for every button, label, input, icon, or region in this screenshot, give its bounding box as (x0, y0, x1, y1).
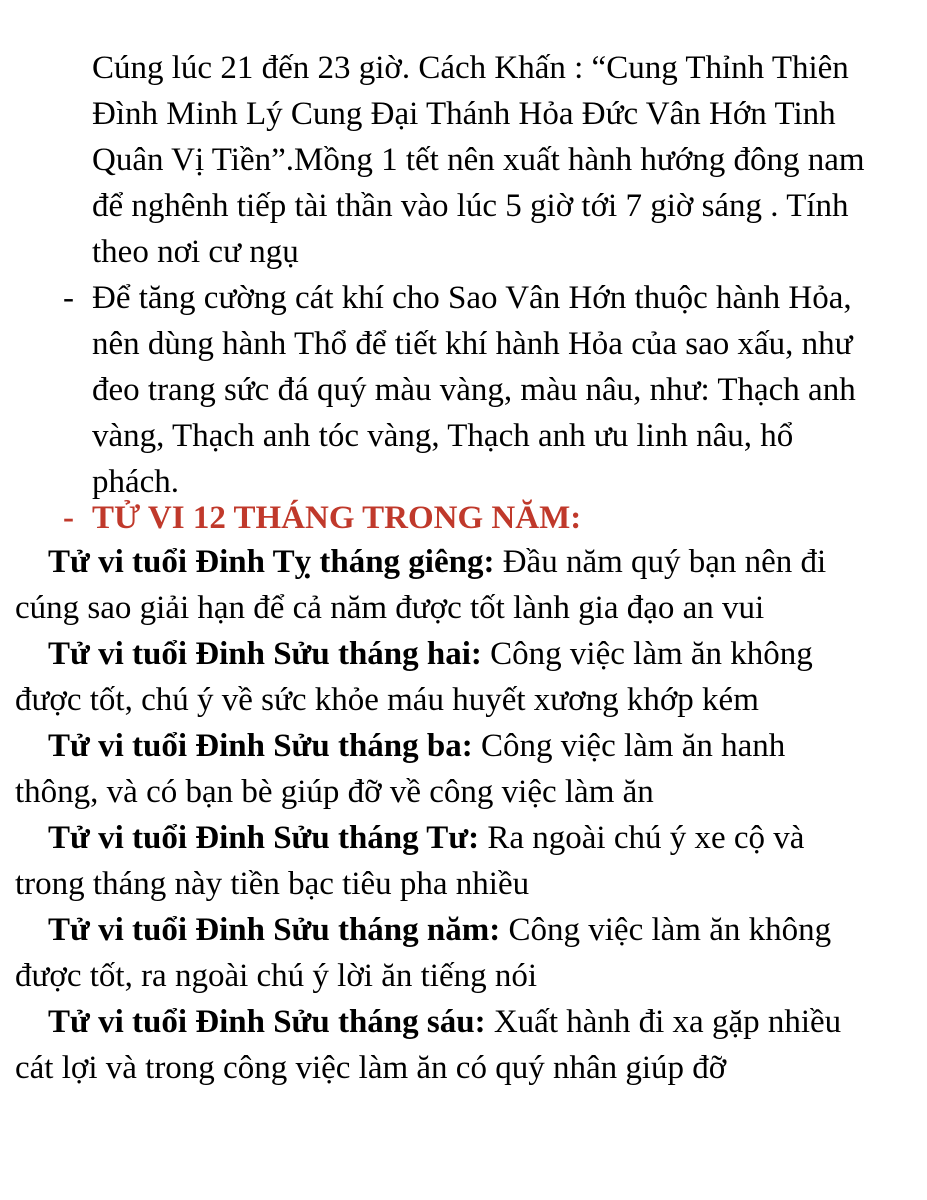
bullet-line-2: nên dùng hành Thổ để tiết khí hành Hỏa của sao xấu, như (92, 326, 853, 362)
month-label: Tử vi tuổi Đinh Sửu tháng hai: (48, 636, 482, 672)
heading-dash: - (63, 500, 74, 536)
month-entry-3-cont: thông, và có bạn bè giúp đỡ về công việc làm ăn (15, 774, 654, 810)
month-entry-1-cont: cúng sao giải hạn để cả năm được tốt lành gia đạo an vui (15, 590, 765, 626)
month-entry-6-cont: cát lợi và trong công việc làm ăn có quý nhân giúp đỡ (15, 1050, 727, 1086)
month-entry-2 (48, 631, 813, 677)
intro-line-3: Quân Vị Tiền”.Mồng 1 tết nên xuất hành hướng đông nam (92, 142, 865, 178)
bullet-line-1: Để tăng cường cát khí cho Sao Vân Hớn thuộc hành Hỏa, (92, 280, 852, 316)
month-label: Tử vi tuổi Đinh Sửu tháng ba: (48, 728, 473, 764)
month-label: Tử vi tuổi Đinh Sửu tháng Tư: (48, 820, 480, 856)
month-text: Xuất hành đi xa gặp nhiều (485, 1004, 842, 1040)
month-label: Tử vi tuổi Đinh Tỵ tháng giêng: (48, 544, 495, 580)
month-text: Công việc làm ăn không (481, 636, 813, 672)
month-entry-5-cont: được tốt, ra ngoài chú ý lời ăn tiếng nói (15, 958, 538, 994)
month-text: Đầu năm quý bạn nên đi (494, 544, 827, 580)
month-text: Công việc làm ăn không (500, 912, 832, 948)
month-entry-6 (48, 999, 841, 1045)
bullet-line-4: vàng, Thạch anh tóc vàng, Thạch anh ưu linh nâu, hổ (92, 418, 794, 454)
bullet-line-3: đeo trang sức đá quý màu vàng, màu nâu, như: Thạch anh (92, 372, 856, 408)
bullet-line-5: phách. (92, 464, 180, 500)
month-label: Tử vi tuổi Đinh Sửu tháng sáu: (48, 1004, 486, 1040)
month-entry-5 (48, 907, 831, 953)
intro-line-2: Đình Minh Lý Cung Đại Thánh Hỏa Đức Vân Hớn Tinh (92, 96, 836, 132)
month-entry-1 (48, 539, 826, 585)
month-text: Công việc làm ăn hanh (472, 728, 786, 764)
intro-line-1: Cúng lúc 21 đến 23 giờ. Cách Khấn : “Cung Thỉnh Thiên (92, 50, 849, 86)
month-entry-3 (48, 723, 785, 769)
intro-line-5: theo nơi cư ngụ (92, 234, 299, 270)
month-label: Tử vi tuổi Đinh Sửu tháng năm: (48, 912, 501, 948)
month-text: Ra ngoài chú ý xe cộ và (479, 820, 805, 856)
section-heading: TỬ VI 12 THÁNG TRONG NĂM: (92, 500, 582, 536)
month-entry-2-cont: được tốt, chú ý về sức khỏe máu huyết xương khớp kém (15, 682, 759, 718)
month-entry-4-cont: trong tháng này tiền bạc tiêu pha nhiều (15, 866, 530, 902)
bullet-dash: - (63, 280, 74, 316)
intro-line-4: để nghênh tiếp tài thần vào lúc 5 giờ tới 7 giờ sáng . Tính (92, 188, 849, 224)
month-entry-4 (48, 815, 804, 861)
